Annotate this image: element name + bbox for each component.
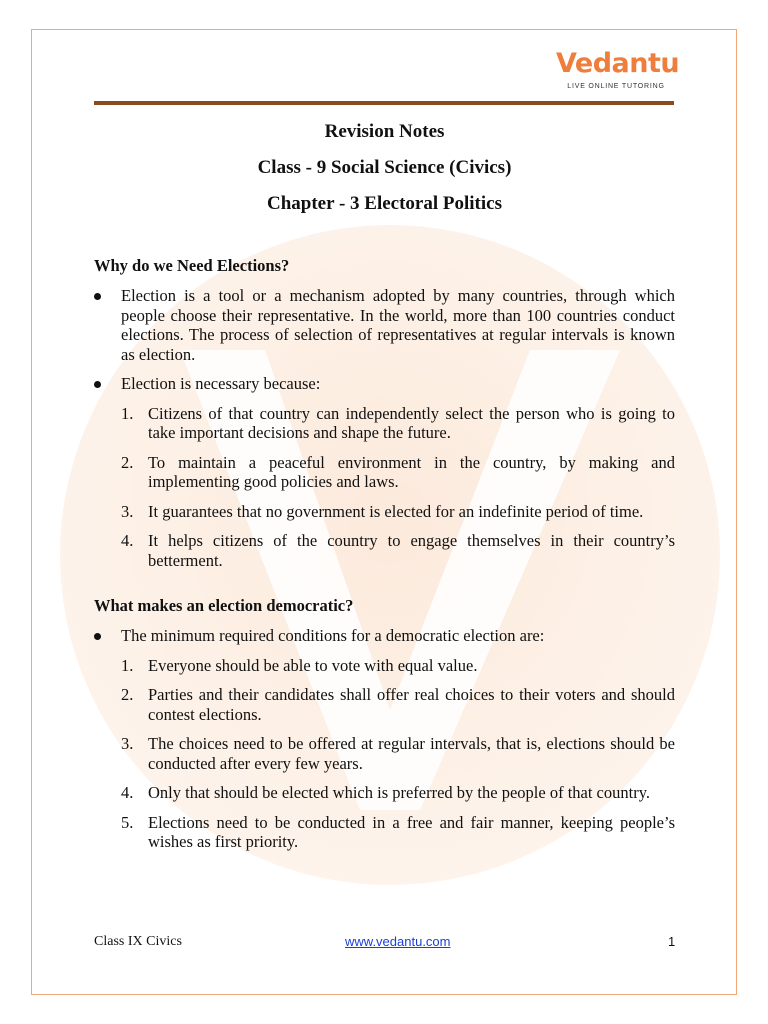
bullet-icon <box>94 293 101 300</box>
bullet-text: The minimum required conditions for a democratic election are: <box>121 626 545 645</box>
page-number: 1 <box>668 934 676 949</box>
section-heading-democratic-election: What makes an election democratic? <box>94 596 354 615</box>
bullet-icon <box>94 381 101 388</box>
footer-website-link[interactable]: www.vedantu.com <box>345 934 451 949</box>
list-item-text: Elections need to be conducted in a free and fair manner, keeping people’s wishes as first priority. <box>148 812 675 851</box>
logo-tagline: LIVE ONLINE TUTORING <box>567 83 665 90</box>
list-item <box>94 685 675 724</box>
list-item-text: Parties and their candidates shall offer real choices to their voters and should contest elections. <box>148 685 675 724</box>
list-item-text: It helps citizens of the country to engage themselves in their country’s betterment. <box>148 531 675 570</box>
list-item <box>94 404 675 443</box>
vedantu-logo <box>556 46 680 96</box>
list-marker: 3. <box>121 501 134 521</box>
doc-title-1: Revision Notes <box>324 121 445 142</box>
list-marker: 2. <box>121 452 134 472</box>
list-marker: 2. <box>121 685 134 704</box>
bullet-item <box>94 626 675 646</box>
list-marker: 5. <box>121 812 134 832</box>
list-item-text: To maintain a peaceful environment in the country, by making and implementing good policies and laws. <box>148 452 675 491</box>
list-item <box>94 813 675 852</box>
list-item-text: Everyone should be able to vote with equal value. <box>148 655 478 675</box>
doc-title-3: Chapter - 3 Electoral Politics <box>267 193 502 214</box>
list-item <box>94 656 675 676</box>
numbered-list-why <box>94 404 675 571</box>
list-item <box>94 531 675 570</box>
bullet-item <box>94 374 675 394</box>
section-heading-why-elections: Why do we Need Elections? <box>94 256 290 275</box>
doc-title-2: Class - 9 Social Science (Civics) <box>257 157 512 178</box>
list-marker: 3. <box>121 734 134 753</box>
list-item-text: Citizens of that country can independently select the person who is going to take important decisions and shape the future. <box>148 403 675 442</box>
bullet-icon <box>94 633 101 640</box>
list-item <box>94 502 675 522</box>
list-item-text: Only that should be elected which is preferred by the people of that country. <box>148 783 651 802</box>
list-item <box>94 734 675 773</box>
list-item <box>94 783 675 803</box>
document-body <box>94 120 675 852</box>
bullet-text: Election is necessary because: <box>121 374 321 393</box>
list-item-text: It guarantees that no government is elected for an indefinite period of time. <box>148 501 644 521</box>
bullet-text: Election is a tool or a mechanism adopted by many countries, through which people choose their representative. In the world, more than 100 countries conduct elections. The process of selection of representatives at regular intervals is known as election. <box>121 286 675 364</box>
logo-wordmark: Vedantu <box>556 48 680 79</box>
list-item-text: The choices need to be offered at regular intervals, that is, elections should be conducted after every few years. <box>148 734 675 773</box>
list-marker: 4. <box>121 783 134 802</box>
footer-class-label: Class IX Civics <box>94 934 182 949</box>
numbered-list-democratic <box>94 656 675 852</box>
list-marker: 1. <box>121 403 134 423</box>
bullet-item <box>94 286 675 364</box>
list-marker: 4. <box>121 531 134 550</box>
header-rule <box>94 101 674 105</box>
list-item <box>94 453 675 492</box>
list-marker: 1. <box>121 655 134 675</box>
